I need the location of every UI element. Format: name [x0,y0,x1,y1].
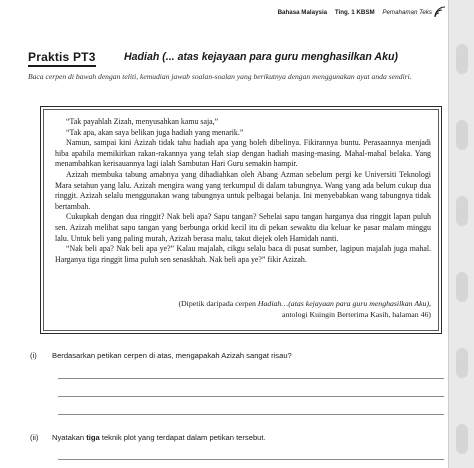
strip-tab [456,348,468,378]
passage-body [55,117,431,265]
question-text: Berdasarkan petikan cerpen di atas, mengapakah Azizah sangat risau? [52,351,292,360]
strip-tab [456,44,468,74]
strip-tab [456,272,468,302]
answer-line[interactable] [58,414,444,415]
question-emphasis: tiga [86,433,100,442]
question-1 [30,351,292,360]
header-subject: Bahasa Malaysia [277,9,328,16]
section-title-row [28,50,448,66]
passage-paragraph: “Nak beli apa? Nak beli apa ye?” Kalau majalah, cikgu selalu baca di pusat sumber, lagipun majalah juga mahal. Harganya tiga ringgit lima puluh sen senaskhah. Nak beli apa ye?” fikir Azizah. [55,244,431,264]
header-topic: Pemahaman Teks [382,9,432,16]
signal-lines-icon [434,6,446,18]
instruction-text: Baca cerpen di bawah dengan teliti, kemudian jawab soalan-soalan yang berikutnya dengan menggunakan ayat anda sendiri. [28,72,412,81]
passage-box [40,106,442,334]
header-text [278,9,432,16]
passage-paragraph: “Tak apa, akan saya belikan juga hadiah yang menarik.” [66,127,244,137]
question-text-after: teknik plot yang terdapat dalam petikan tersebut. [99,433,266,442]
page-header [0,0,474,30]
section-label: Praktis PT3 [28,50,96,67]
question-number: (ii) [30,433,39,442]
passage-paragraph: “Tak payahlah Zizah, menyusahkan kamu saja,” [66,117,219,126]
passage-paragraph: Cukupkah dengan dua ringgit? Nak beli apa? Sapu tangan? Sehelai sapu tangan harganya dua ringgit lapan puluh sen. Azizah melihat sapu tangan yang berbunga orkid kecil itu di pekan sewaktu dia keluar ke pasar malam minggu lalu. Untuk beli yang paling murah, Azizah berasa malu, takut diejek oleh Hamidah nanti. [55,212,431,243]
passage-source [131,298,431,320]
source-line-2: antologi Kuingin Berterima Kasih, halaman 46) [282,310,431,319]
header-level: Ting. 1 KBSM [334,9,375,16]
page-edge-strip [448,0,474,468]
passage-paragraph: Namun, sampai kini Azizah tidak tahu hadiah apa yang boleh dibelinya. Fikirannya buntu. Perasaannya menjadi hiba apabila memikirkan rakan-rakannya yang telah siap dengan hadiah masing-masing. Mahal-mahal belaka. Yang menambahkan kerisauannya lagi ialah Sambutan Hari Guru semakin hampir. [55,138,431,169]
source-line-1 [131,298,431,309]
passage-title: Hadiah (... atas kejayaan para guru menghasilkan Aku) [124,51,398,63]
strip-tab [456,424,468,454]
source-title: Hadiah…(atas kejayaan para guru menghasilkan Aku), [257,299,431,308]
source-prefix: (Dipetik daripada cerpen [178,299,258,308]
strip-tab [456,120,468,150]
question-number: (i) [30,351,37,360]
strip-tab [456,196,468,226]
answer-line[interactable] [58,459,444,460]
answer-line[interactable] [58,378,444,379]
question-text-before: Nyatakan [52,433,87,442]
passage-paragraph: Azizah membuka tabung amabnya yang dihadiahkan oleh Abang Azman sebelum pergi ke Universiti Teknologi Mara setahun yang lalu. Azizah mengira wang yang terkumpul di dalam tabungnya. Wang yang ada belum cukup dua ringgit. Azizah selalu menggunakan wang tabungnya untuk pelbagai belanja. Ini menyebabkan wang tabungnya tidak bertambah. [55,169,431,211]
answer-line[interactable] [58,396,444,397]
question-2 [30,433,266,442]
